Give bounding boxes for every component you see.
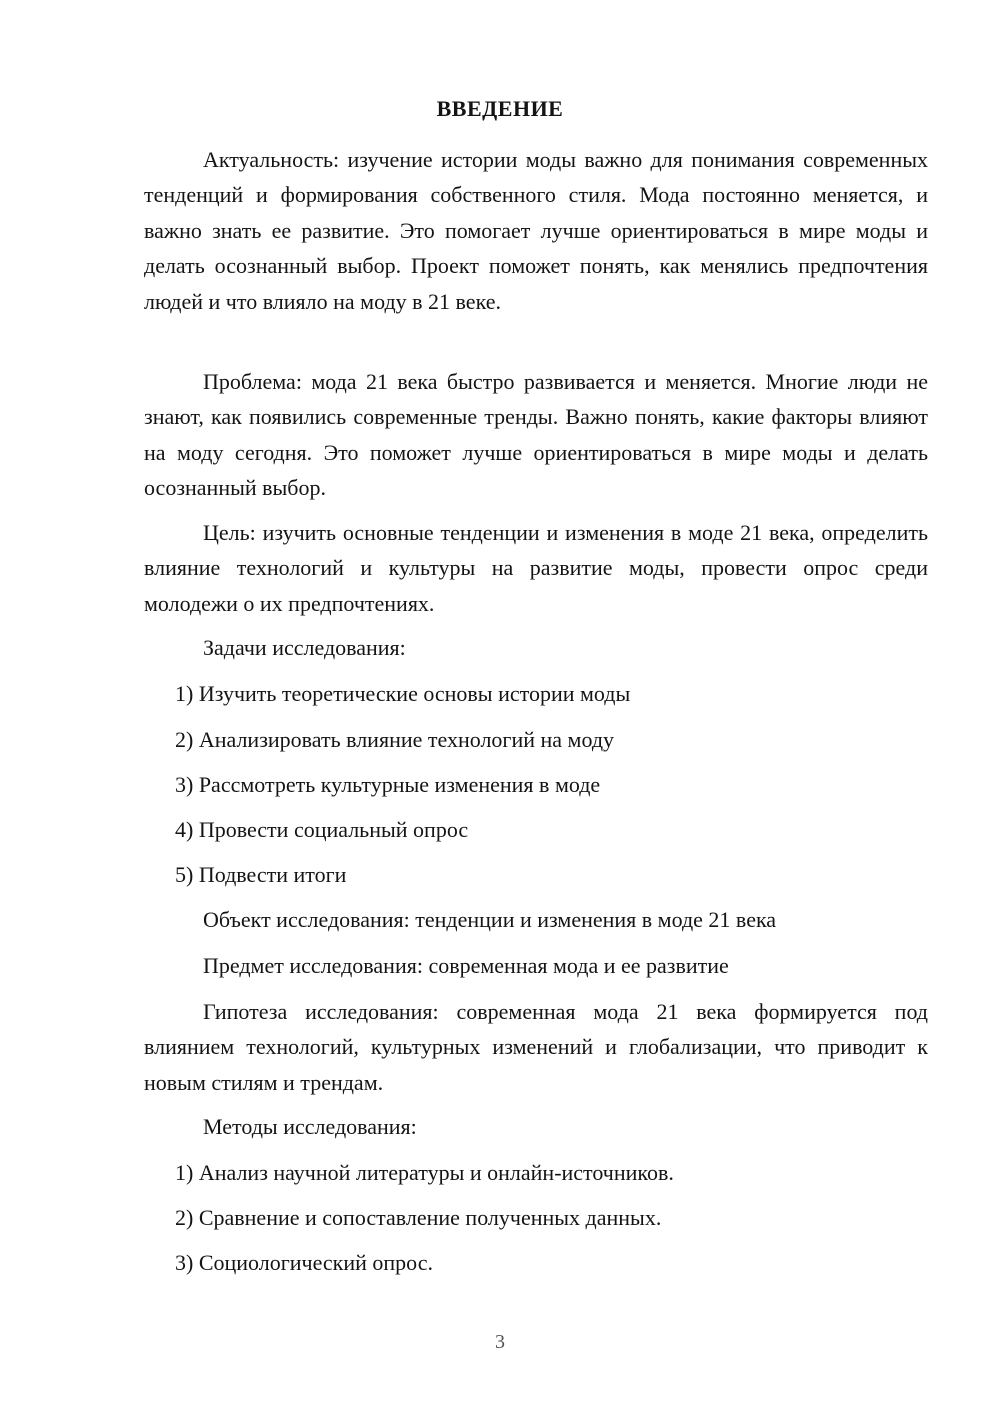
goal-paragraph: Цель: изучить основные тенденции и изменения в моде 21 века, определить влияние технологий и культуры на развитие моды, провести опрос среди молодежи о их предпочтениях. [144, 520, 928, 616]
task-item: 4) Провести социальный опрос [175, 817, 469, 842]
method-item: 2) Сравнение и сопоставление полученных данных. [175, 1205, 662, 1230]
problem-paragraph: Проблема: мода 21 века быстро развивается и меняется. Многие люди не знают, как появились современные тренды. Важно понять, какие факторы влияют на моду сегодня. Это поможет лучше ориентироваться в мире моды и делать осознанный выбор. [144, 369, 928, 501]
page-number: 3 [495, 1331, 505, 1353]
research-object: Объект исследования: тенденции и изменения в моде 21 века [203, 907, 777, 932]
method-item: 3) Социологический опрос. [175, 1250, 433, 1275]
hypothesis-paragraph: Гипотеза исследования: современная мода 21 века формируется под влиянием технологий, культурных изменений и глобализации, что приводит к новым стилям и трендам. [144, 999, 928, 1095]
section-title: ВВЕДЕНИЕ [436, 96, 564, 121]
task-item: 5) Подвести итоги [175, 862, 347, 887]
relevance-paragraph: Актуальность: изучение истории моды важно для понимания современных тенденций и формирования собственного стиля. Мода постоянно меняется, и важно знать ее развитие. Это помогает лучше ориентироваться в мире моды и делать осознанный выбор. Проект поможет понять, как менялись предпочтения людей и что влияло на моду в 21 веке. [144, 147, 928, 314]
task-item: 1) Изучить теоретические основы истории моды [175, 681, 631, 706]
methods-heading: Методы исследования: [203, 1114, 417, 1139]
research-subject: Предмет исследования: современная мода и ее развитие [203, 953, 729, 978]
method-item: 1) Анализ научной литературы и онлайн-источников. [175, 1160, 674, 1185]
tasks-heading: Задачи исследования: [203, 635, 406, 660]
task-item: 2) Анализировать влияние технологий на моду [175, 727, 615, 752]
task-item: 3) Рассмотреть культурные изменения в моде [175, 772, 601, 797]
